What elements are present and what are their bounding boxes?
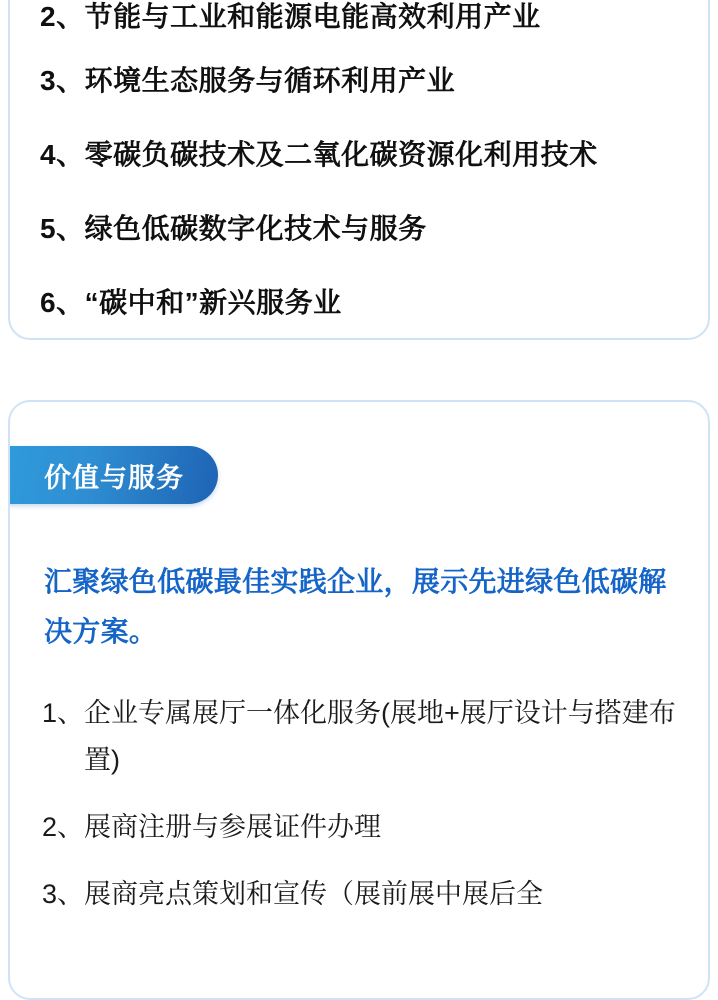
list-item-number: 4、 [40,139,85,170]
list-item-text: 企业专属展厅一体化服务(展地+展厅设计与搭建布置) [84,698,676,775]
value-and-service-card [8,400,710,1000]
list-item-text: 节能与工业和能源电能高效利用产业 [84,1,541,32]
value-service-list [42,690,702,938]
list-item-number: 6、 [40,287,85,318]
industry-scope-card [8,0,710,340]
list-item-text: 环境生态服务与循环利用产业 [84,65,456,96]
list-item-number: 1、 [42,698,85,728]
list-item-number: 3、 [40,65,85,96]
list-item [42,804,702,851]
list-item [40,266,694,340]
list-item-number: 3、 [42,879,85,909]
list-item-text: “碳中和”新兴服务业 [84,287,342,318]
list-item [42,871,702,918]
list-item [40,0,694,44]
industry-scope-list [40,0,694,340]
list-item-text: 绿色低碳数字化技术与服务 [84,213,427,244]
list-item-number: 5、 [40,213,85,244]
list-item [42,690,702,784]
section-title-label: 价值与服务 [44,462,184,493]
list-item-text: 展商亮点策划和宣传（展前展中展后全 [84,879,544,909]
section-title-badge [8,446,218,504]
list-item [40,192,694,266]
list-item [40,44,694,118]
section-headline: 汇聚绿色低碳最佳实践企业，展示先进绿色低碳解决方案。 [44,566,667,647]
list-item-number: 2、 [42,812,85,842]
list-item [40,118,694,192]
list-item-text: 展商注册与参展证件办理 [84,812,382,842]
list-item-number: 2、 [40,1,85,32]
list-item-text: 零碳负碳技术及二氧化碳资源化利用技术 [84,139,598,170]
